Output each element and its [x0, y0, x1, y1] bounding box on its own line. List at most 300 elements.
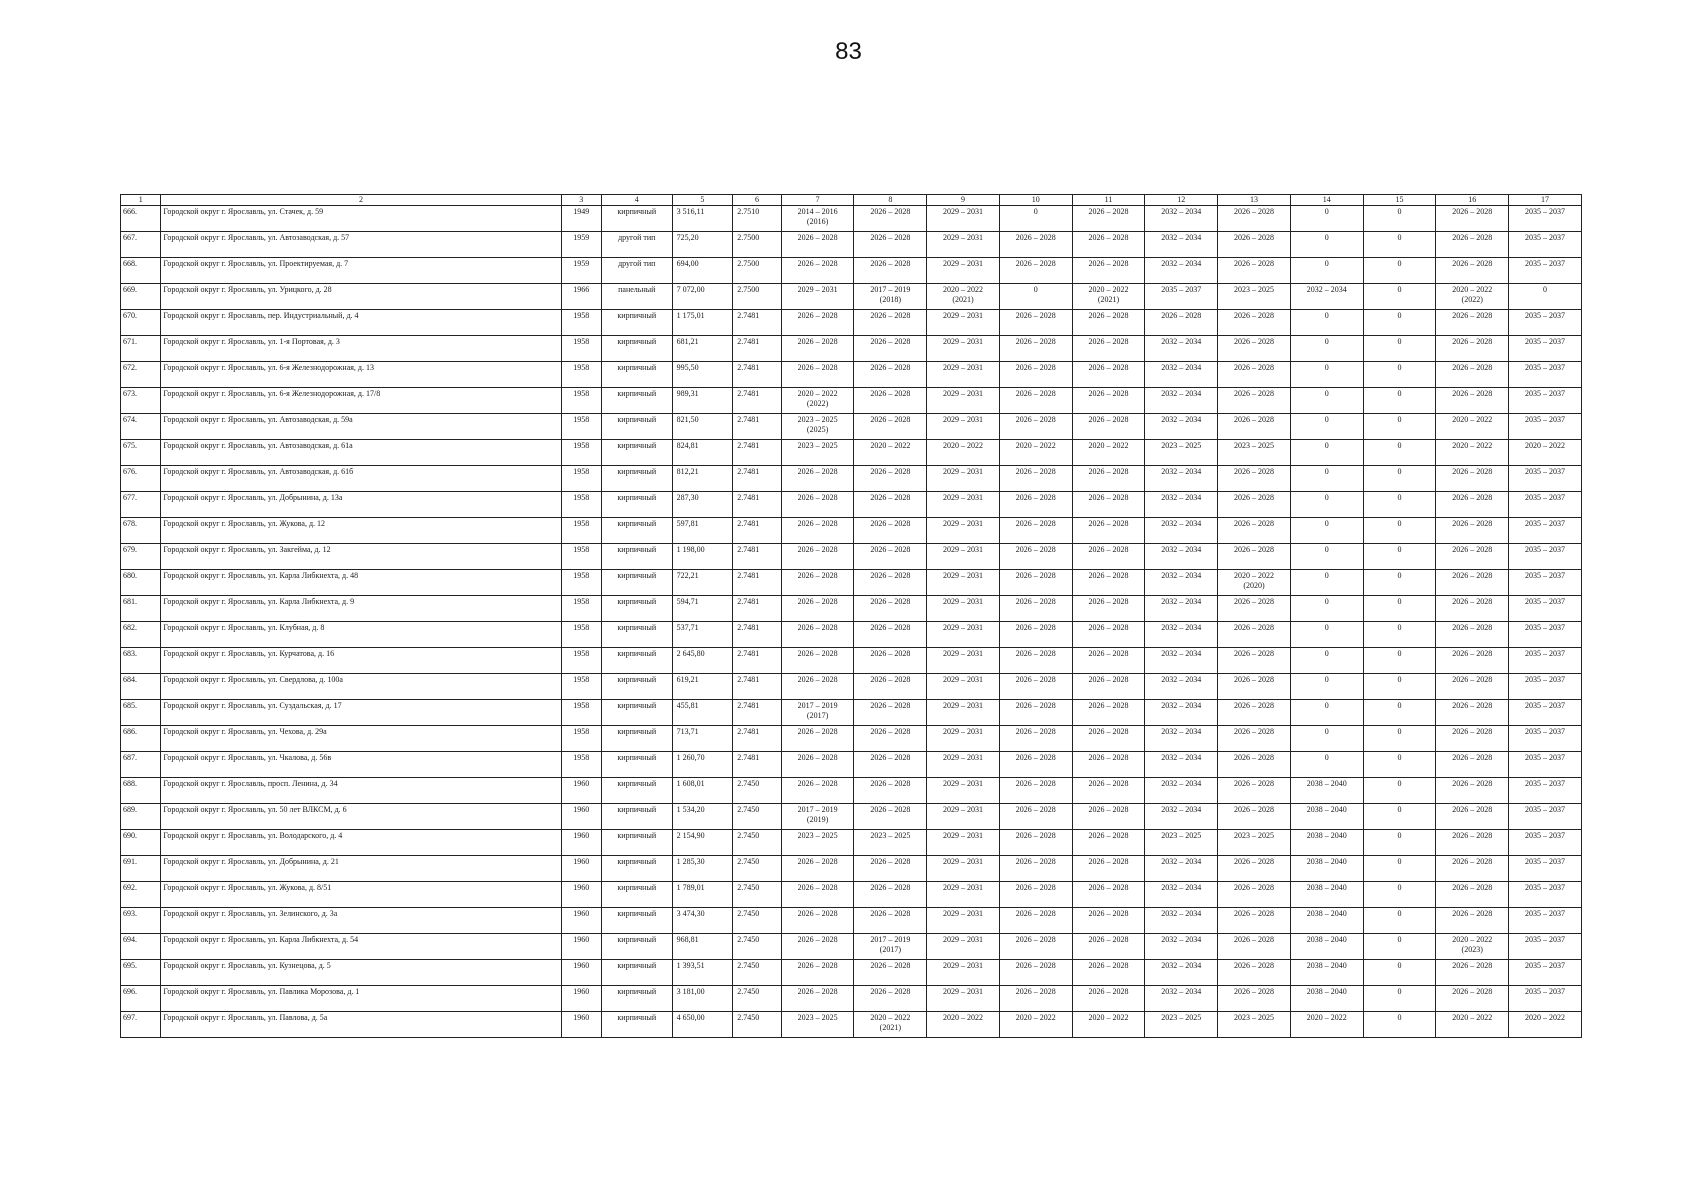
table-cell-col-1: 696.	[121, 986, 161, 1012]
table-row	[121, 362, 1582, 388]
table-row	[121, 778, 1582, 804]
table-cell-col-7: 2026 – 2028	[781, 908, 854, 934]
table-cell-col-10: 2026 – 2028	[999, 466, 1072, 492]
table-cell-col-14: 0	[1290, 700, 1363, 726]
table-cell-col-12: 2032 – 2034	[1145, 960, 1218, 986]
table-cell-col-10: 2026 – 2028	[999, 752, 1072, 778]
table-cell-col-17: 2035 – 2037	[1509, 388, 1582, 414]
table-cell-col-4: кирпичный	[601, 674, 672, 700]
table-cell-col-8: 2026 – 2028	[854, 232, 927, 258]
table-cell-col-6: 2.7500	[733, 232, 781, 258]
table-cell-col-17: 2035 – 2037	[1509, 258, 1582, 284]
table-cell-col-4: другой тип	[601, 232, 672, 258]
table-cell-col-1: 668.	[121, 258, 161, 284]
table-cell-col-6: 2.7481	[733, 648, 781, 674]
table-cell-col-15: 0	[1363, 726, 1436, 752]
table-cell-col-5: 1 534,20	[672, 804, 733, 830]
table-cell-col-10: 2026 – 2028	[999, 856, 1072, 882]
column-header-10: 10	[999, 195, 1072, 206]
table-cell-col-17: 2035 – 2037	[1509, 674, 1582, 700]
table-cell-col-1: 689.	[121, 804, 161, 830]
table-cell-col-2: Городской округ г. Ярославль, ул. Суздальская, д. 17	[161, 700, 561, 726]
table-cell-col-5: 619,21	[672, 674, 733, 700]
table-cell-col-3: 1960	[561, 1012, 601, 1038]
table-cell-col-8: 2026 – 2028	[854, 336, 927, 362]
table-cell-col-6: 2.7481	[733, 388, 781, 414]
table-cell-col-5: 287,30	[672, 492, 733, 518]
table-cell-col-7: 2026 – 2028	[781, 934, 854, 960]
table-cell-col-13: 2026 – 2028	[1218, 908, 1291, 934]
table-cell-col-1: 673.	[121, 388, 161, 414]
table-cell-col-15: 0	[1363, 232, 1436, 258]
table-cell-col-17: 2035 – 2037	[1509, 544, 1582, 570]
table-row	[121, 856, 1582, 882]
table-cell-col-4: кирпичный	[601, 388, 672, 414]
table-cell-col-4: кирпичный	[601, 830, 672, 856]
table-cell-col-5: 713,71	[672, 726, 733, 752]
table-cell-col-13: 2026 – 2028	[1218, 986, 1291, 1012]
table-cell-col-16: 2026 – 2028	[1436, 258, 1509, 284]
table-cell-col-15: 0	[1363, 570, 1436, 596]
table-cell-col-17: 2020 – 2022	[1509, 1012, 1582, 1038]
table-row	[121, 908, 1582, 934]
table-cell-col-2: Городской округ г. Ярославль, ул. 50 лет ВЛКСМ, д. 6	[161, 804, 561, 830]
table-cell-col-5: 1 393,51	[672, 960, 733, 986]
table-cell-col-4: другой тип	[601, 258, 672, 284]
table-cell-col-9: 2029 – 2031	[927, 778, 1000, 804]
table-cell-col-17: 2020 – 2022	[1509, 440, 1582, 466]
table-cell-col-10: 2026 – 2028	[999, 362, 1072, 388]
table-cell-col-14: 2038 – 2040	[1290, 830, 1363, 856]
table-cell-col-14: 0	[1290, 518, 1363, 544]
column-header-7: 7	[781, 195, 854, 206]
table-cell-col-7: 2026 – 2028	[781, 232, 854, 258]
table-cell-col-7: 2026 – 2028	[781, 622, 854, 648]
table-cell-col-2: Городской округ г. Ярославль, ул. Курчатова, д. 16	[161, 648, 561, 674]
table-cell-col-9: 2020 – 2022	[927, 1012, 1000, 1038]
table-cell-col-15: 0	[1363, 804, 1436, 830]
table-cell-col-17: 2035 – 2037	[1509, 310, 1582, 336]
table-cell-col-9: 2029 – 2031	[927, 310, 1000, 336]
table-cell-col-16: 2026 – 2028	[1436, 492, 1509, 518]
table-cell-col-14: 0	[1290, 752, 1363, 778]
table-cell-col-8: 2023 – 2025	[854, 830, 927, 856]
table-cell-col-16: 2020 – 2022 (2023)	[1436, 934, 1509, 960]
table-cell-col-11: 2026 – 2028	[1072, 492, 1145, 518]
column-header-12: 12	[1145, 195, 1218, 206]
table-cell-col-12: 2032 – 2034	[1145, 492, 1218, 518]
table-cell-col-4: кирпичный	[601, 804, 672, 830]
table-cell-col-17: 2035 – 2037	[1509, 622, 1582, 648]
table-cell-col-9: 2029 – 2031	[927, 544, 1000, 570]
table-cell-col-12: 2032 – 2034	[1145, 570, 1218, 596]
table-cell-col-15: 0	[1363, 362, 1436, 388]
table-cell-col-12: 2032 – 2034	[1145, 336, 1218, 362]
table-cell-col-3: 1958	[561, 440, 601, 466]
table-cell-col-17: 0	[1509, 284, 1582, 310]
table-row	[121, 882, 1582, 908]
table-cell-col-2: Городской округ г. Ярославль, ул. 6-я Железнодорожная, д. 13	[161, 362, 561, 388]
table-cell-col-13: 2026 – 2028	[1218, 960, 1291, 986]
table-cell-col-9: 2029 – 2031	[927, 960, 1000, 986]
table-cell-col-12: 2032 – 2034	[1145, 362, 1218, 388]
table-cell-col-12: 2032 – 2034	[1145, 596, 1218, 622]
table-cell-col-12: 2026 – 2028	[1145, 310, 1218, 336]
table-cell-col-7: 2023 – 2025	[781, 1012, 854, 1038]
table-cell-col-16: 2026 – 2028	[1436, 544, 1509, 570]
table-row	[121, 310, 1582, 336]
table-cell-col-5: 455,81	[672, 700, 733, 726]
table-row	[121, 336, 1582, 362]
table-cell-col-12: 2032 – 2034	[1145, 726, 1218, 752]
table-cell-col-15: 0	[1363, 310, 1436, 336]
table-cell-col-5: 3 181,00	[672, 986, 733, 1012]
table-cell-col-12: 2032 – 2034	[1145, 622, 1218, 648]
table-cell-col-4: кирпичный	[601, 310, 672, 336]
table-cell-col-1: 692.	[121, 882, 161, 908]
table-cell-col-3: 1960	[561, 960, 601, 986]
table-cell-col-17: 2035 – 2037	[1509, 960, 1582, 986]
table-cell-col-14: 0	[1290, 414, 1363, 440]
table-cell-col-12: 2032 – 2034	[1145, 544, 1218, 570]
table-cell-col-8: 2020 – 2022	[854, 440, 927, 466]
table-cell-col-4: кирпичный	[601, 466, 672, 492]
column-header-8: 8	[854, 195, 927, 206]
table-cell-col-9: 2029 – 2031	[927, 856, 1000, 882]
table-cell-col-16: 2026 – 2028	[1436, 310, 1509, 336]
table-cell-col-16: 2026 – 2028	[1436, 778, 1509, 804]
table-cell-col-15: 0	[1363, 830, 1436, 856]
table-cell-col-2: Городской округ г. Ярославль, ул. Чехова, д. 29а	[161, 726, 561, 752]
table-cell-col-15: 0	[1363, 1012, 1436, 1038]
table-cell-col-6: 2.7481	[733, 700, 781, 726]
table-cell-col-11: 2026 – 2028	[1072, 622, 1145, 648]
table-cell-col-7: 2026 – 2028	[781, 674, 854, 700]
table-cell-col-5: 694,00	[672, 258, 733, 284]
table-cell-col-13: 2026 – 2028	[1218, 362, 1291, 388]
table-cell-col-15: 0	[1363, 934, 1436, 960]
table-cell-col-13: 2026 – 2028	[1218, 856, 1291, 882]
table-row	[121, 934, 1582, 960]
table-cell-col-10: 2026 – 2028	[999, 804, 1072, 830]
table-cell-col-10: 2026 – 2028	[999, 232, 1072, 258]
table-cell-col-12: 2032 – 2034	[1145, 674, 1218, 700]
table-cell-col-5: 1 789,01	[672, 882, 733, 908]
table-cell-col-6: 2.7481	[733, 518, 781, 544]
table-cell-col-2: Городской округ г. Ярославль, ул. Закгейма, д. 12	[161, 544, 561, 570]
table-cell-col-3: 1958	[561, 362, 601, 388]
table-cell-col-17: 2035 – 2037	[1509, 232, 1582, 258]
table-cell-col-4: кирпичный	[601, 934, 672, 960]
table-cell-col-9: 2029 – 2031	[927, 882, 1000, 908]
table-row	[121, 492, 1582, 518]
table-cell-col-5: 725,20	[672, 232, 733, 258]
table-cell-col-7: 2026 – 2028	[781, 466, 854, 492]
table-row	[121, 986, 1582, 1012]
table-cell-col-3: 1959	[561, 232, 601, 258]
table-cell-col-8: 2026 – 2028	[854, 622, 927, 648]
table-cell-col-4: кирпичный	[601, 414, 672, 440]
table-cell-col-10: 2026 – 2028	[999, 674, 1072, 700]
table-cell-col-12: 2032 – 2034	[1145, 414, 1218, 440]
table-cell-col-15: 0	[1363, 466, 1436, 492]
table-cell-col-12: 2032 – 2034	[1145, 206, 1218, 232]
table-cell-col-15: 0	[1363, 882, 1436, 908]
table-cell-col-15: 0	[1363, 622, 1436, 648]
table-cell-col-15: 0	[1363, 700, 1436, 726]
table-cell-col-6: 2.7481	[733, 726, 781, 752]
table-cell-col-4: кирпичный	[601, 648, 672, 674]
column-header-11: 11	[1072, 195, 1145, 206]
table-cell-col-2: Городской округ г. Ярославль, ул. 6-я Железнодорожная, д. 17/8	[161, 388, 561, 414]
table-cell-col-8: 2020 – 2022 (2021)	[854, 1012, 927, 1038]
table-row	[121, 726, 1582, 752]
table-cell-col-9: 2029 – 2031	[927, 986, 1000, 1012]
table-cell-col-4: кирпичный	[601, 700, 672, 726]
table-row	[121, 440, 1582, 466]
table-cell-col-4: кирпичный	[601, 518, 672, 544]
table-cell-col-13: 2026 – 2028	[1218, 258, 1291, 284]
table-cell-col-9: 2029 – 2031	[927, 700, 1000, 726]
table-cell-col-2: Городской округ г. Ярославль, ул. Володарского, д. 4	[161, 830, 561, 856]
table-cell-col-8: 2026 – 2028	[854, 882, 927, 908]
table-cell-col-7: 2026 – 2028	[781, 570, 854, 596]
table-cell-col-10: 2026 – 2028	[999, 700, 1072, 726]
table-cell-col-7: 2026 – 2028	[781, 726, 854, 752]
table-cell-col-16: 2026 – 2028	[1436, 336, 1509, 362]
table-cell-col-8: 2026 – 2028	[854, 310, 927, 336]
table-cell-col-16: 2026 – 2028	[1436, 804, 1509, 830]
table-cell-col-12: 2032 – 2034	[1145, 648, 1218, 674]
table-cell-col-1: 680.	[121, 570, 161, 596]
table-cell-col-13: 2026 – 2028	[1218, 544, 1291, 570]
housing-repair-schedule-table	[120, 194, 1582, 1038]
table-cell-col-2: Городской округ г. Ярославль, ул. Проектируемая, д. 7	[161, 258, 561, 284]
table-cell-col-13: 2026 – 2028	[1218, 492, 1291, 518]
column-header-4: 4	[601, 195, 672, 206]
table-cell-col-10: 0	[999, 206, 1072, 232]
table-cell-col-13: 2026 – 2028	[1218, 622, 1291, 648]
table-cell-col-1: 693.	[121, 908, 161, 934]
table-cell-col-1: 695.	[121, 960, 161, 986]
table-cell-col-3: 1958	[561, 310, 601, 336]
table-cell-col-9: 2020 – 2022	[927, 440, 1000, 466]
table-cell-col-7: 2023 – 2025 (2025)	[781, 414, 854, 440]
table-cell-col-11: 2026 – 2028	[1072, 206, 1145, 232]
table-cell-col-2: Городской округ г. Ярославль, ул. Чкалова, д. 56в	[161, 752, 561, 778]
table-cell-col-11: 2026 – 2028	[1072, 856, 1145, 882]
table-cell-col-11: 2026 – 2028	[1072, 986, 1145, 1012]
table-cell-col-15: 0	[1363, 596, 1436, 622]
table-cell-col-6: 2.7481	[733, 466, 781, 492]
table-cell-col-17: 2035 – 2037	[1509, 206, 1582, 232]
table-cell-col-15: 0	[1363, 258, 1436, 284]
table-cell-col-15: 0	[1363, 284, 1436, 310]
table-cell-col-8: 2026 – 2028	[854, 700, 927, 726]
table-cell-col-3: 1960	[561, 830, 601, 856]
table-cell-col-10: 2026 – 2028	[999, 986, 1072, 1012]
table-cell-col-9: 2029 – 2031	[927, 414, 1000, 440]
table-cell-col-3: 1958	[561, 752, 601, 778]
table-cell-col-9: 2029 – 2031	[927, 648, 1000, 674]
table-cell-col-13: 2026 – 2028	[1218, 804, 1291, 830]
table-cell-col-11: 2026 – 2028	[1072, 804, 1145, 830]
table-cell-col-14: 2038 – 2040	[1290, 986, 1363, 1012]
table-cell-col-4: кирпичный	[601, 726, 672, 752]
table-cell-col-1: 697.	[121, 1012, 161, 1038]
table-cell-col-7: 2026 – 2028	[781, 258, 854, 284]
table-cell-col-17: 2035 – 2037	[1509, 752, 1582, 778]
table-cell-col-1: 672.	[121, 362, 161, 388]
table-cell-col-4: кирпичный	[601, 440, 672, 466]
table-cell-col-11: 2026 – 2028	[1072, 752, 1145, 778]
table-cell-col-12: 2032 – 2034	[1145, 908, 1218, 934]
table-cell-col-9: 2029 – 2031	[927, 934, 1000, 960]
table-cell-col-8: 2017 – 2019 (2017)	[854, 934, 927, 960]
table-cell-col-13: 2026 – 2028	[1218, 752, 1291, 778]
table-cell-col-15: 0	[1363, 492, 1436, 518]
table-cell-col-11: 2026 – 2028	[1072, 310, 1145, 336]
table-cell-col-1: 675.	[121, 440, 161, 466]
table-cell-col-14: 2020 – 2022	[1290, 1012, 1363, 1038]
table-cell-col-4: кирпичный	[601, 986, 672, 1012]
table-cell-col-6: 2.7450	[733, 960, 781, 986]
table-cell-col-13: 2026 – 2028	[1218, 934, 1291, 960]
table-row	[121, 544, 1582, 570]
table-cell-col-16: 2026 – 2028	[1436, 388, 1509, 414]
table-cell-col-7: 2020 – 2022 (2022)	[781, 388, 854, 414]
table-cell-col-12: 2032 – 2034	[1145, 934, 1218, 960]
table-cell-col-15: 0	[1363, 414, 1436, 440]
table-cell-col-1: 676.	[121, 466, 161, 492]
table-cell-col-12: 2032 – 2034	[1145, 778, 1218, 804]
table-cell-col-16: 2026 – 2028	[1436, 648, 1509, 674]
table-cell-col-9: 2029 – 2031	[927, 596, 1000, 622]
table-cell-col-13: 2023 – 2025	[1218, 440, 1291, 466]
table-cell-col-9: 2029 – 2031	[927, 804, 1000, 830]
table-cell-col-14: 0	[1290, 544, 1363, 570]
table-cell-col-4: кирпичный	[601, 544, 672, 570]
table-cell-col-2: Городской округ г. Ярославль, ул. Свердлова, д. 100а	[161, 674, 561, 700]
table-cell-col-5: 1 285,30	[672, 856, 733, 882]
table-cell-col-3: 1958	[561, 700, 601, 726]
table-cell-col-7: 2026 – 2028	[781, 596, 854, 622]
table-row	[121, 388, 1582, 414]
table-row	[121, 1012, 1582, 1038]
table-cell-col-16: 2026 – 2028	[1436, 622, 1509, 648]
table-cell-col-1: 681.	[121, 596, 161, 622]
table-cell-col-11: 2026 – 2028	[1072, 570, 1145, 596]
table-cell-col-15: 0	[1363, 388, 1436, 414]
table-cell-col-15: 0	[1363, 778, 1436, 804]
table-cell-col-7: 2014 – 2016 (2016)	[781, 206, 854, 232]
table-cell-col-2: Городской округ г. Ярославль, ул. Павлова, д. 5а	[161, 1012, 561, 1038]
table-cell-col-14: 0	[1290, 440, 1363, 466]
table-cell-col-14: 2038 – 2040	[1290, 804, 1363, 830]
table-cell-col-9: 2029 – 2031	[927, 206, 1000, 232]
table-cell-col-17: 2035 – 2037	[1509, 648, 1582, 674]
table-cell-col-14: 0	[1290, 466, 1363, 492]
table-cell-col-6: 2.7510	[733, 206, 781, 232]
table-cell-col-17: 2035 – 2037	[1509, 804, 1582, 830]
table-cell-col-7: 2023 – 2025	[781, 830, 854, 856]
table-cell-col-10: 2026 – 2028	[999, 960, 1072, 986]
table-cell-col-1: 667.	[121, 232, 161, 258]
table-cell-col-4: кирпичный	[601, 570, 672, 596]
table-cell-col-1: 678.	[121, 518, 161, 544]
table-cell-col-9: 2029 – 2031	[927, 908, 1000, 934]
table-cell-col-8: 2026 – 2028	[854, 362, 927, 388]
table-cell-col-1: 674.	[121, 414, 161, 440]
table-cell-col-11: 2026 – 2028	[1072, 700, 1145, 726]
table-cell-col-14: 2038 – 2040	[1290, 908, 1363, 934]
table-cell-col-10: 2026 – 2028	[999, 596, 1072, 622]
table-cell-col-2: Городской округ г. Ярославль, ул. 1-я Портовая, д. 3	[161, 336, 561, 362]
table-cell-col-3: 1949	[561, 206, 601, 232]
table-cell-col-7: 2023 – 2025	[781, 440, 854, 466]
table-cell-col-11: 2020 – 2022	[1072, 440, 1145, 466]
header-row	[121, 195, 1582, 206]
table-row	[121, 804, 1582, 830]
table-cell-col-11: 2026 – 2028	[1072, 362, 1145, 388]
table-cell-col-2: Городской округ г. Ярославль, ул. Автозаводская, д. 61б	[161, 466, 561, 492]
table-cell-col-3: 1958	[561, 648, 601, 674]
table-cell-col-12: 2032 – 2034	[1145, 856, 1218, 882]
table-cell-col-10: 0	[999, 284, 1072, 310]
table-cell-col-17: 2035 – 2037	[1509, 856, 1582, 882]
table-cell-col-12: 2032 – 2034	[1145, 258, 1218, 284]
table-cell-col-17: 2035 – 2037	[1509, 492, 1582, 518]
table-cell-col-4: кирпичный	[601, 206, 672, 232]
table-cell-col-16: 2026 – 2028	[1436, 726, 1509, 752]
table-row	[121, 232, 1582, 258]
table-cell-col-7: 2026 – 2028	[781, 518, 854, 544]
table-cell-col-3: 1958	[561, 388, 601, 414]
table-cell-col-5: 1 260,70	[672, 752, 733, 778]
table-cell-col-9: 2029 – 2031	[927, 622, 1000, 648]
table-cell-col-2: Городской округ г. Ярославль, ул. Павлика Морозова, д. 1	[161, 986, 561, 1012]
table-cell-col-3: 1958	[561, 518, 601, 544]
table-cell-col-7: 2026 – 2028	[781, 362, 854, 388]
table-cell-col-7: 2026 – 2028	[781, 544, 854, 570]
table-cell-col-13: 2023 – 2025	[1218, 1012, 1291, 1038]
table-cell-col-3: 1958	[561, 466, 601, 492]
table-cell-col-9: 2029 – 2031	[927, 336, 1000, 362]
table-cell-col-2: Городской округ г. Ярославль, пер. Индустриальный, д. 4	[161, 310, 561, 336]
table-cell-col-3: 1958	[561, 492, 601, 518]
table-cell-col-10: 2026 – 2028	[999, 544, 1072, 570]
table-cell-col-6: 2.7481	[733, 752, 781, 778]
table-cell-col-3: 1958	[561, 544, 601, 570]
table-cell-col-15: 0	[1363, 648, 1436, 674]
table-cell-col-2: Городской округ г. Ярославль, ул. Карла Либкнехта, д. 54	[161, 934, 561, 960]
table-cell-col-10: 2026 – 2028	[999, 518, 1072, 544]
table-cell-col-13: 2026 – 2028	[1218, 466, 1291, 492]
table-cell-col-16: 2020 – 2022	[1436, 414, 1509, 440]
column-header-16: 16	[1436, 195, 1509, 206]
table-cell-col-14: 2038 – 2040	[1290, 778, 1363, 804]
table-cell-col-14: 2032 – 2034	[1290, 284, 1363, 310]
table-cell-col-6: 2.7450	[733, 830, 781, 856]
table-cell-col-13: 2026 – 2028	[1218, 518, 1291, 544]
table-cell-col-5: 1 608,01	[672, 778, 733, 804]
table-cell-col-1: 687.	[121, 752, 161, 778]
table-cell-col-6: 2.7450	[733, 908, 781, 934]
table-row	[121, 414, 1582, 440]
table-cell-col-7: 2017 – 2019 (2017)	[781, 700, 854, 726]
table-cell-col-16: 2026 – 2028	[1436, 986, 1509, 1012]
table-cell-col-10: 2020 – 2022	[999, 440, 1072, 466]
